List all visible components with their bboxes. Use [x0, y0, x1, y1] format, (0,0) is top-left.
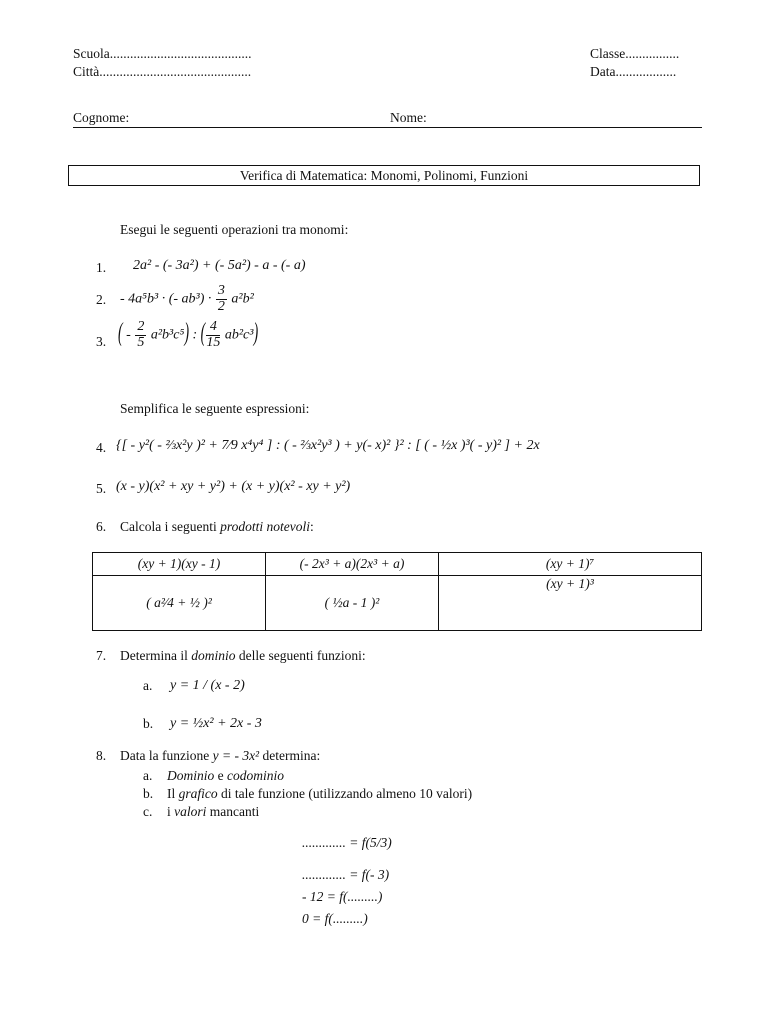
sub-label: b. [143, 716, 154, 731]
date-field: Data.................. [590, 64, 677, 79]
item-number: 2. [96, 292, 107, 307]
item-number: 7. [96, 648, 107, 663]
section1-intro: Esegui le seguenti operazioni tra monomi: [120, 222, 349, 237]
section4-instruction: Determina il dominio delle seguenti funzioni: [120, 648, 366, 663]
class-field: Classe................ [590, 46, 680, 61]
table-cell: ( a²⁄4 + ½ )² [93, 576, 266, 631]
table-cell: (xy + 1)⁷ [439, 553, 702, 576]
function-b: y = ½x² + 2x - 3 [170, 716, 262, 731]
expression-2: - 4a⁵b³ · (- ab³) · $\frac{3}{2}$ a²b² [120, 283, 254, 314]
missing-value-3: - 12 = f(.........) [302, 889, 383, 904]
missing-value-2: ............. = f(- 3) [302, 867, 390, 882]
school-field: Scuola.......................................... [73, 46, 252, 61]
item-number: 6. [96, 519, 107, 534]
page-title: Verifica di Matematica: Monomi, Polinomi, Funzioni [68, 165, 700, 186]
item-number: 4. [96, 440, 107, 455]
table-cell: (xy + 1)³ [439, 576, 702, 631]
section5-instruction: Data la funzione y = - 3x² determina: [120, 748, 321, 763]
expression-5: (x - y)(x² + xy + y²) + (x + y)(x² - xy + y²) [116, 479, 351, 494]
expression-4: {[ - y²( - ⅔x²y )² + 7⁄9 x⁴y⁴ ] : ( - ⅔x²y³ ) + y(- x)² }² : [ ( - ½x )³( - y)² ] + 2x [116, 438, 540, 453]
table-cell: ( ½a - 1 )² [266, 576, 439, 631]
section2-intro: Semplifica le seguente espressioni: [120, 401, 310, 416]
task-c: i valori mancanti [167, 804, 260, 819]
table-cell: (- 2x³ + a)(2x³ + a) [266, 553, 439, 576]
item-number: 5. [96, 481, 107, 496]
item-number: 1. [96, 260, 107, 275]
surname-label: Cognome: [73, 110, 130, 125]
name-label: Nome: [390, 110, 427, 125]
task-b: Il grafico di tale funzione (utilizzando almeno 10 valori) [167, 786, 473, 801]
sub-label: b. [143, 786, 154, 801]
missing-value-4: 0 = f(.........) [302, 911, 368, 926]
item-number: 8. [96, 748, 107, 763]
task-a: Dominio e codominio [167, 768, 284, 783]
sub-label: a. [143, 678, 153, 693]
item-number: 3. [96, 334, 107, 349]
expression-1: 2a² - (- 3a²) + (- 5a²) - a - (- a) [133, 258, 306, 273]
notable-products-table [92, 552, 702, 631]
function-a: y = 1 / (x - 2) [170, 678, 245, 693]
table-cell: (xy + 1)(xy - 1) [93, 553, 266, 576]
name-underline [73, 127, 702, 128]
expression-3: ( - $\frac{2}{5}$ a²b³c⁵) : ( $\frac{4}{15}$ ab²c³) [118, 319, 259, 350]
city-field: Città............................................. [73, 64, 252, 79]
sub-label: a. [143, 768, 153, 783]
sub-label: c. [143, 804, 153, 819]
missing-value-1: ............. = f(5/3) [302, 835, 392, 850]
section3-instruction: Calcola i seguenti prodotti notevoli: [120, 519, 314, 534]
